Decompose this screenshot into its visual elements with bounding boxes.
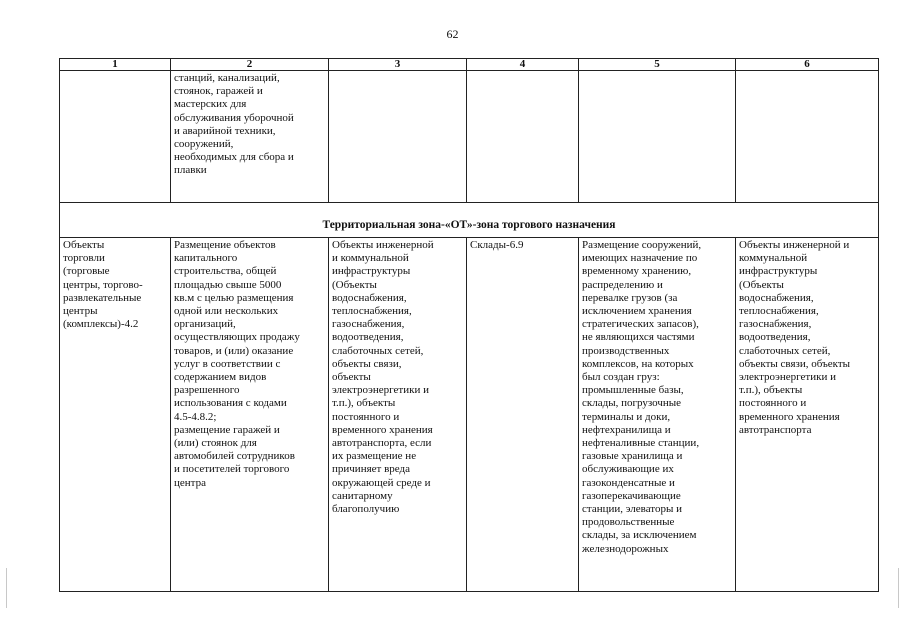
column-header: 4 (467, 59, 579, 71)
table-cell: Объекты инженерной и коммунальной инфраструктуры (Объекты водоснабжения, теплоснабжения, газоснабжения, водоотведения, слаботочных сетей, объекты связи, объекты электроэнергетики и т.п.), объекты постоянного и временного хранения автотранспорта, если их размещение не причиняет вреда окружающей среде и санитарному благополучию (329, 238, 467, 592)
column-header-row (60, 59, 879, 71)
scan-edge-mark-left (6, 568, 7, 608)
column-header: 1 (60, 59, 171, 71)
table-cell: Размещение объектов капитального строительства, общей площадью свыше 5000 кв.м с целью размещения одной или нескольких организаций, осуществляющих продажу товаров, и (или) оказание услуг в соответствии с содержанием видов разрешенного использования с кодами 4.5-4.8.2; размещение гаражей и (или) стоянок для автомобилей сотрудников и посетителей торгового центра (171, 238, 329, 592)
zone-title: Территориальная зона-«ОТ»-зона торгового назначения (60, 214, 879, 238)
column-header: 5 (579, 59, 736, 71)
zone-title-row (60, 214, 879, 238)
table-row (60, 238, 879, 592)
page-number: 62 (446, 27, 459, 41)
table-cell: станций, канализаций, стоянок, гаражей и мастерских для обслуживания уборочной и аварийной техники, сооружений, необходимых для сбора и плавки (171, 71, 329, 203)
column-header: 6 (736, 59, 879, 71)
table-cell (579, 71, 736, 203)
table-cell: Объекты торговли (торговые центры, торгово- развлекательные центры (комплексы)-4.2 (60, 238, 171, 592)
zone-spacer-row (60, 203, 879, 215)
land-use-table (59, 58, 879, 592)
table-cell (60, 71, 171, 203)
table-cell: Размещение сооружений, имеющих назначение по временному хранению, распределению и перевалке грузов (за исключением хранения стратегических запасов), не являющихся частями производственных комплексов, на которых был создан груз: промышленные базы, склады, погрузочные терминалы и доки, нефтехранилища и нефтеналивные станции, газовые хранилища и обслуживающие их газоконденсатные и газоперекачивающие станции, элеваторы и продовольственные склады, за исключением железнодорожных (579, 238, 736, 592)
spacer-cell (60, 203, 879, 215)
column-header: 2 (171, 59, 329, 71)
table-cell: Объекты инженерной и коммунальной инфраструктуры (Объекты водоснабжения, теплоснабжения, газоснабжения, водоотведения, слаботочных сетей, объекты связи, объекты электроэнергетики и т.п.), объекты постоянного и временного хранения автотранспорта (736, 238, 879, 592)
scan-edge-mark-right (898, 568, 899, 608)
continuation-row (60, 71, 879, 203)
table-cell (467, 71, 579, 203)
column-header: 3 (329, 59, 467, 71)
table-cell (329, 71, 467, 203)
table-cell (736, 71, 879, 203)
table-cell: Склады-6.9 (467, 238, 579, 592)
